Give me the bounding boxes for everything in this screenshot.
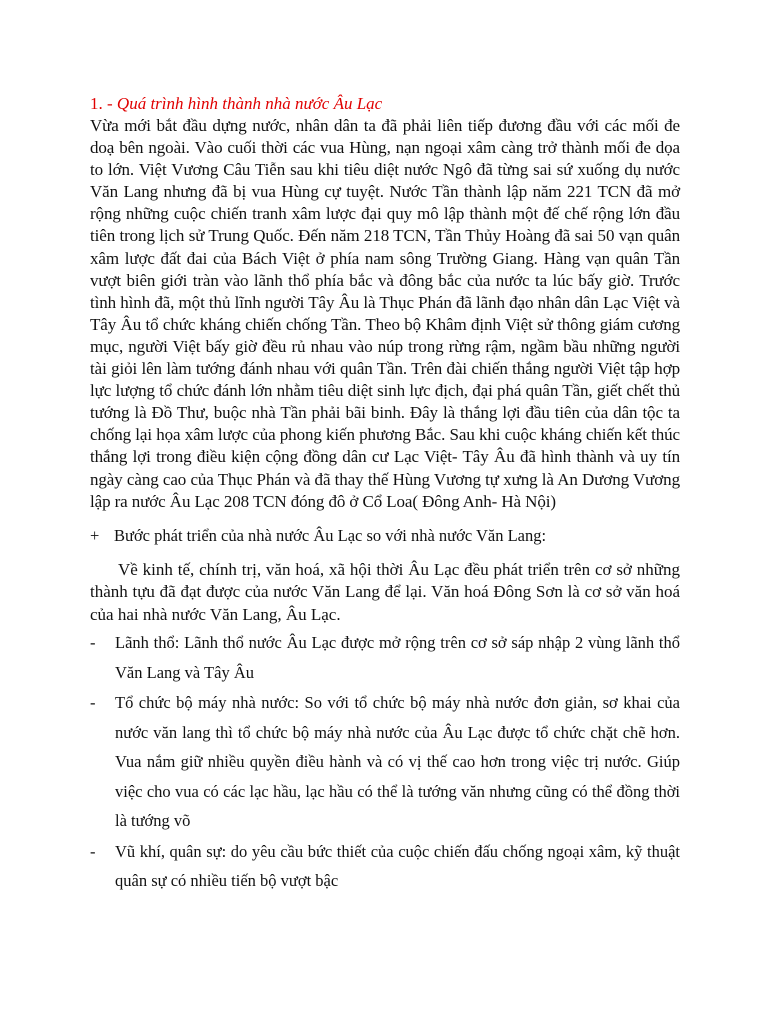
plus-marker: + xyxy=(90,525,100,545)
plus-item-text: Bước phát triển của nhà nước Âu Lạc so với nhà nước Văn Lang: xyxy=(114,525,547,545)
bullet-dash: - xyxy=(90,841,96,861)
bullet-list xyxy=(90,628,680,896)
section-heading xyxy=(90,93,680,115)
bullet-item-territory xyxy=(90,628,680,687)
section-title: Quá trình hình thành nhà nước Âu Lạc xyxy=(116,94,383,113)
bullet-item-state-apparatus xyxy=(90,688,680,836)
bullet-dash: - xyxy=(90,633,96,653)
intro-paragraph: Vừa mới bắt đầu dựng nước, nhân dân ta đã phải liên tiếp đương đầu với các mối đe doạ bên ngoài. Vào cuối thời các vua Hùng, nạn ngoại xâm càng trở thành mối đe dọa to lớn. Việt Vương Câu Tiễn sau khi tiêu diệt nước Ngô đã từng sai sứ xuống dụ nước Văn Lang nhưng đã bị vua Hùng cự tuyệt. Nước Tần thành lập năm 221 TCN đã mở rộng những cuộc chiến tranh xâm lược đại quy mô lập thành một đế chế rộng lớn đầu tiên trong lịch sử Trung Quốc. Đến năm 218 TCN, Tần Thủy Hoàng đã sai 50 vạn quân xâm lược đất đai của Bách Việt ở phía nam sông Trường Giang. Hàng vạn quân Tần vượt biên giới tràn vào lãnh thổ phía bắc và đông bắc của nước ta lúc bấy giờ. Trước tình hình đã, một thủ lĩnh người Tây Âu là Thục Phán đã lãnh đạo nhân dân Lạc Việt và Tây Âu tổ chức kháng chiến chống Tần. Theo bộ Khâm định Việt sử thông giám cương mục, người Việt bấy giờ đều rủ nhau vào núp trong rừng rậm, ngầm bầu những người tài giỏi lên làm tướng đánh nhau với quân Tần. Trên đài chiến thắng người Việt tập hợp lực lượng tổ chức đánh lớn nhằm tiêu diệt sinh lực địch, đại phá quân Tần, giết chết thủ tướng là Đồ Thư, buộc nhà Tần phải bãi binh. Đây là thắng lợi đầu tiên của dân tộc ta chống lại họa xâm lược của phong kiến phương Bắc. Sau khi cuộc kháng chiến kết thúc thắng lợi trong điều kiện cộng đồng dân cư Lạc Việt- Tây Âu đã hình thành và uy tín ngày càng cao của Thục Phán và đã thay thế Hùng Vương tự xưng là An Dương Vương lập ra nước Âu Lạc 208 TCN đóng đô ở Cổ Loa( Đông Anh- Hà Nội) xyxy=(90,116,680,511)
bullet-item-military xyxy=(90,837,680,896)
development-paragraph: Về kinh tế, chính trị, văn hoá, xã hội thời Âu Lạc đều phát triển trên cơ sở những thành tựu đã đạt được của nước Văn Lang để lại. Văn hoá Đông Sơn là cơ sở văn hoá của hai nhà nước Văn Lang, Âu Lạc. xyxy=(90,559,680,624)
bullet-text: Lãnh thổ: Lãnh thổ nước Âu Lạc được mở rộng trên cơ sở sáp nhập 2 vùng lãnh thổ Văn Lang và Tây Âu xyxy=(115,633,680,682)
bullet-text: Tổ chức bộ máy nhà nước: So với tổ chức bộ máy nhà nước đơn giản, sơ khai của nước văn lang thì tổ chức bộ máy nhà nước của Âu Lạc được tổ chức chặt chẽ hơn. Vua nắm giữ nhiều quyền điều hành và có vị thế cao hơn trong việc trị nước. Giúp việc cho vua có các lạc hầu, lạc hầu có thể là tướng văn nhưng cũng có thể đồng thời là tướng võ xyxy=(115,693,680,831)
section-number: 1. - xyxy=(90,94,113,113)
plus-list-item xyxy=(90,525,680,547)
bullet-text: Vũ khí, quân sự: do yêu cầu bức thiết của cuộc chiến đấu chống ngoại xâm, kỹ thuật quân sự có nhiều tiến bộ vượt bậc xyxy=(115,841,680,891)
bullet-dash: - xyxy=(90,693,96,713)
